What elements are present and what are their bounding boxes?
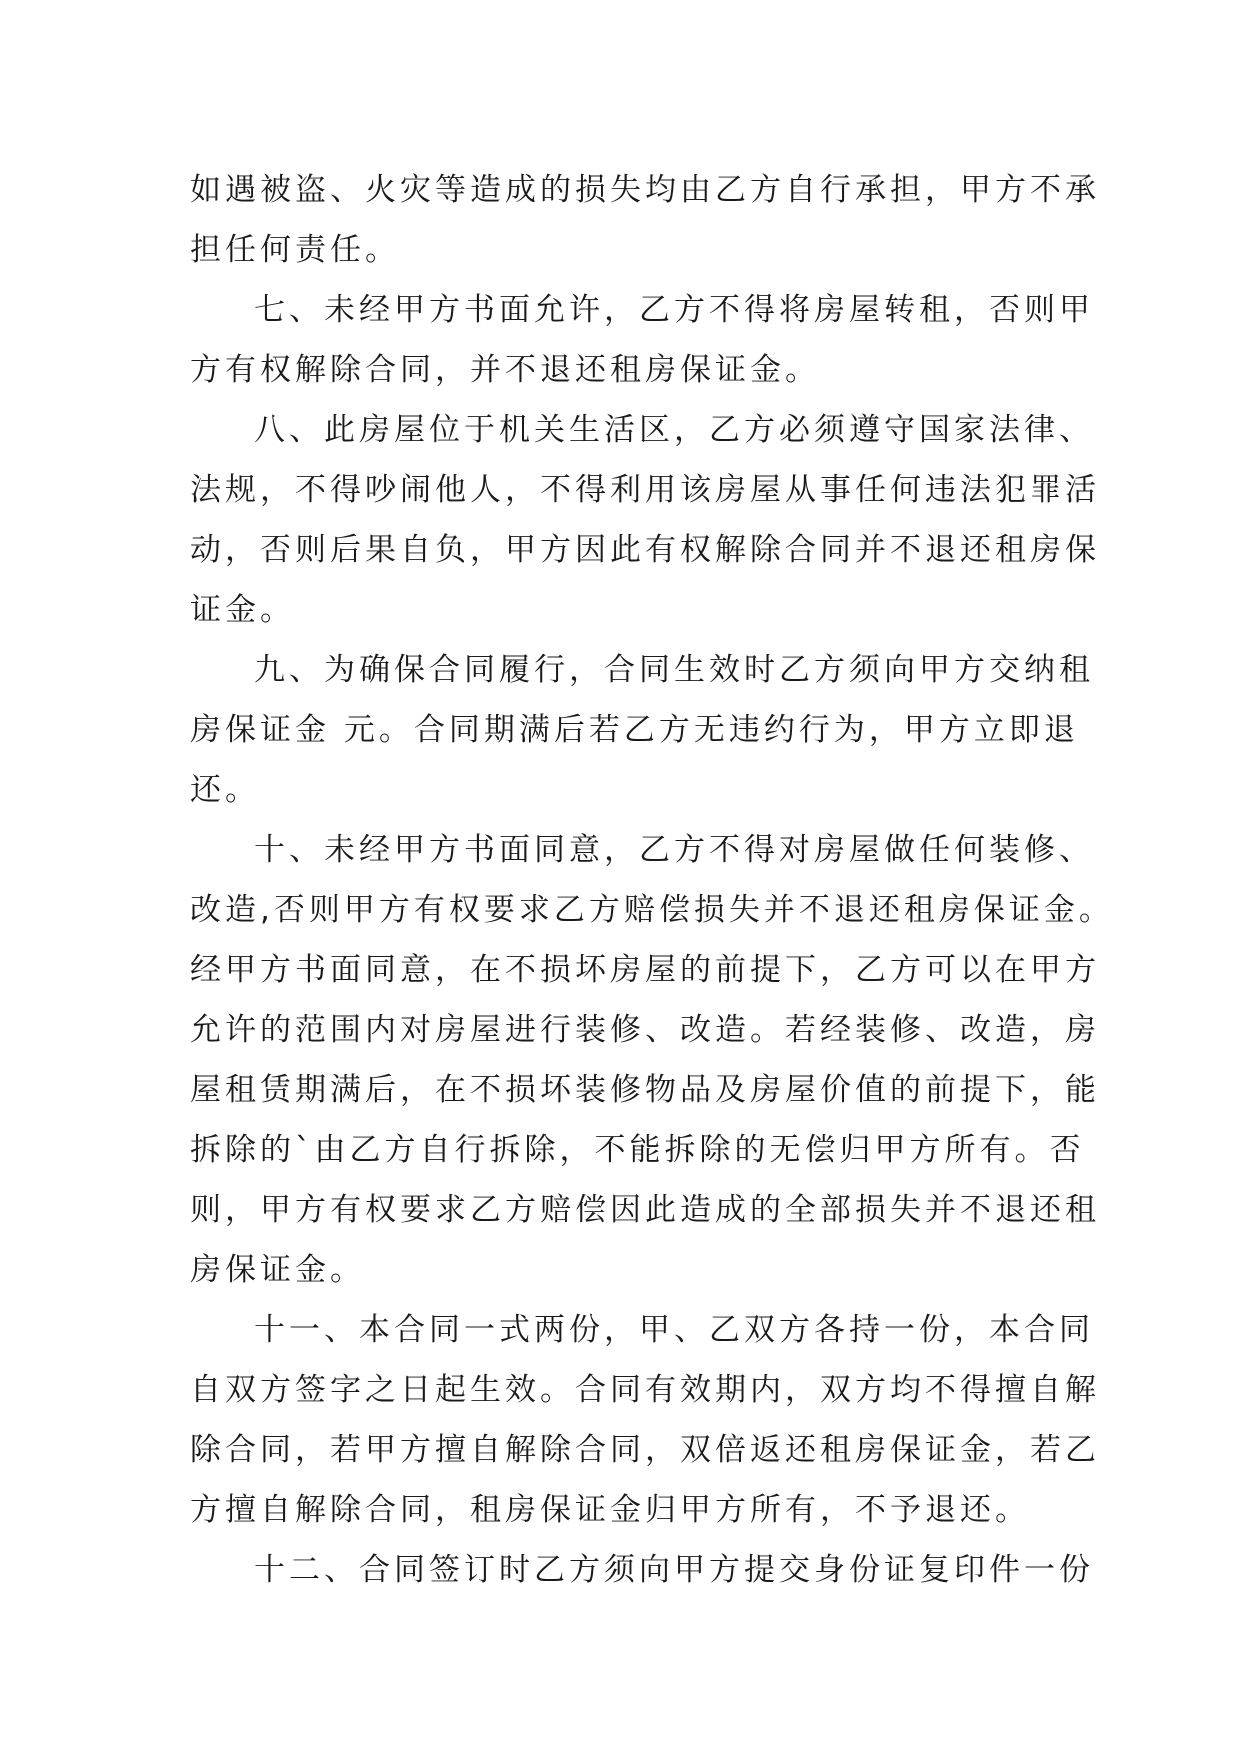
- text-line: 法规，不得吵闹他人，不得利用该房屋从事任何违法犯罪活: [190, 472, 1100, 508]
- text-line: 经甲方书面同意，在不损坏房屋的前提下，乙方可以在甲方: [190, 952, 1100, 988]
- text-line: 房保证金 元。合同期满后若乙方无违约行为，甲方立即退: [190, 712, 1079, 748]
- text-line: 担任何责任。: [190, 232, 400, 268]
- text-line: 方有权解除合同，并不退还租房保证金。: [190, 352, 820, 388]
- text-line: 屋租赁期满后，在不损坏装修物品及房屋价值的前提下，能: [190, 1072, 1100, 1108]
- text-line: 动，否则后果自负，甲方因此有权解除合同并不退还租房保: [190, 532, 1100, 568]
- clause-10-start: 十、未经甲方书面同意，乙方不得对房屋做任何装修、: [254, 832, 1094, 868]
- text-line: 还。: [190, 772, 260, 808]
- clause-9-start: 九、为确保合同履行，合同生效时乙方须向甲方交纳租: [254, 652, 1094, 688]
- text-line: 除合同，若甲方擅自解除合同，双倍返还租房保证金，若乙: [190, 1432, 1100, 1468]
- clause-12-start: 十二、合同签订时乙方须向甲方提交身份证复印件一份: [254, 1552, 1094, 1588]
- text-line: 允许的范围内对房屋进行装修、改造。若经装修、改造，房: [190, 1012, 1100, 1048]
- text-line: 方擅自解除合同，租房保证金归甲方所有，不予退还。: [190, 1492, 1030, 1528]
- text-line: 房保证金。: [190, 1252, 365, 1288]
- document-body: [190, 160, 1114, 1600]
- text-line: 自双方签字之日起生效。合同有效期内，双方均不得擅自解: [190, 1372, 1100, 1408]
- text-line: 则，甲方有权要求乙方赔偿因此造成的全部损失并不退还租: [190, 1192, 1100, 1228]
- text-line: 拆除的`由乙方自行拆除，不能拆除的无偿归甲方所有。否: [190, 1132, 1085, 1168]
- text-line: 证金。: [190, 592, 295, 628]
- text-line: 如遇被盗、火灾等造成的损失均由乙方自行承担，甲方不承: [190, 172, 1100, 208]
- clause-7-start: 七、未经甲方书面允许，乙方不得将房屋转租，否则甲: [254, 292, 1094, 328]
- clause-11-start: 十一、本合同一式两份，甲、乙双方各持一份，本合同: [254, 1312, 1094, 1348]
- clause-8-start: 八、此房屋位于机关生活区，乙方必须遵守国家法律、: [254, 412, 1094, 448]
- text-line: 改造,否则甲方有权要求乙方赔偿损失并不退还租房保证金。: [190, 892, 1114, 928]
